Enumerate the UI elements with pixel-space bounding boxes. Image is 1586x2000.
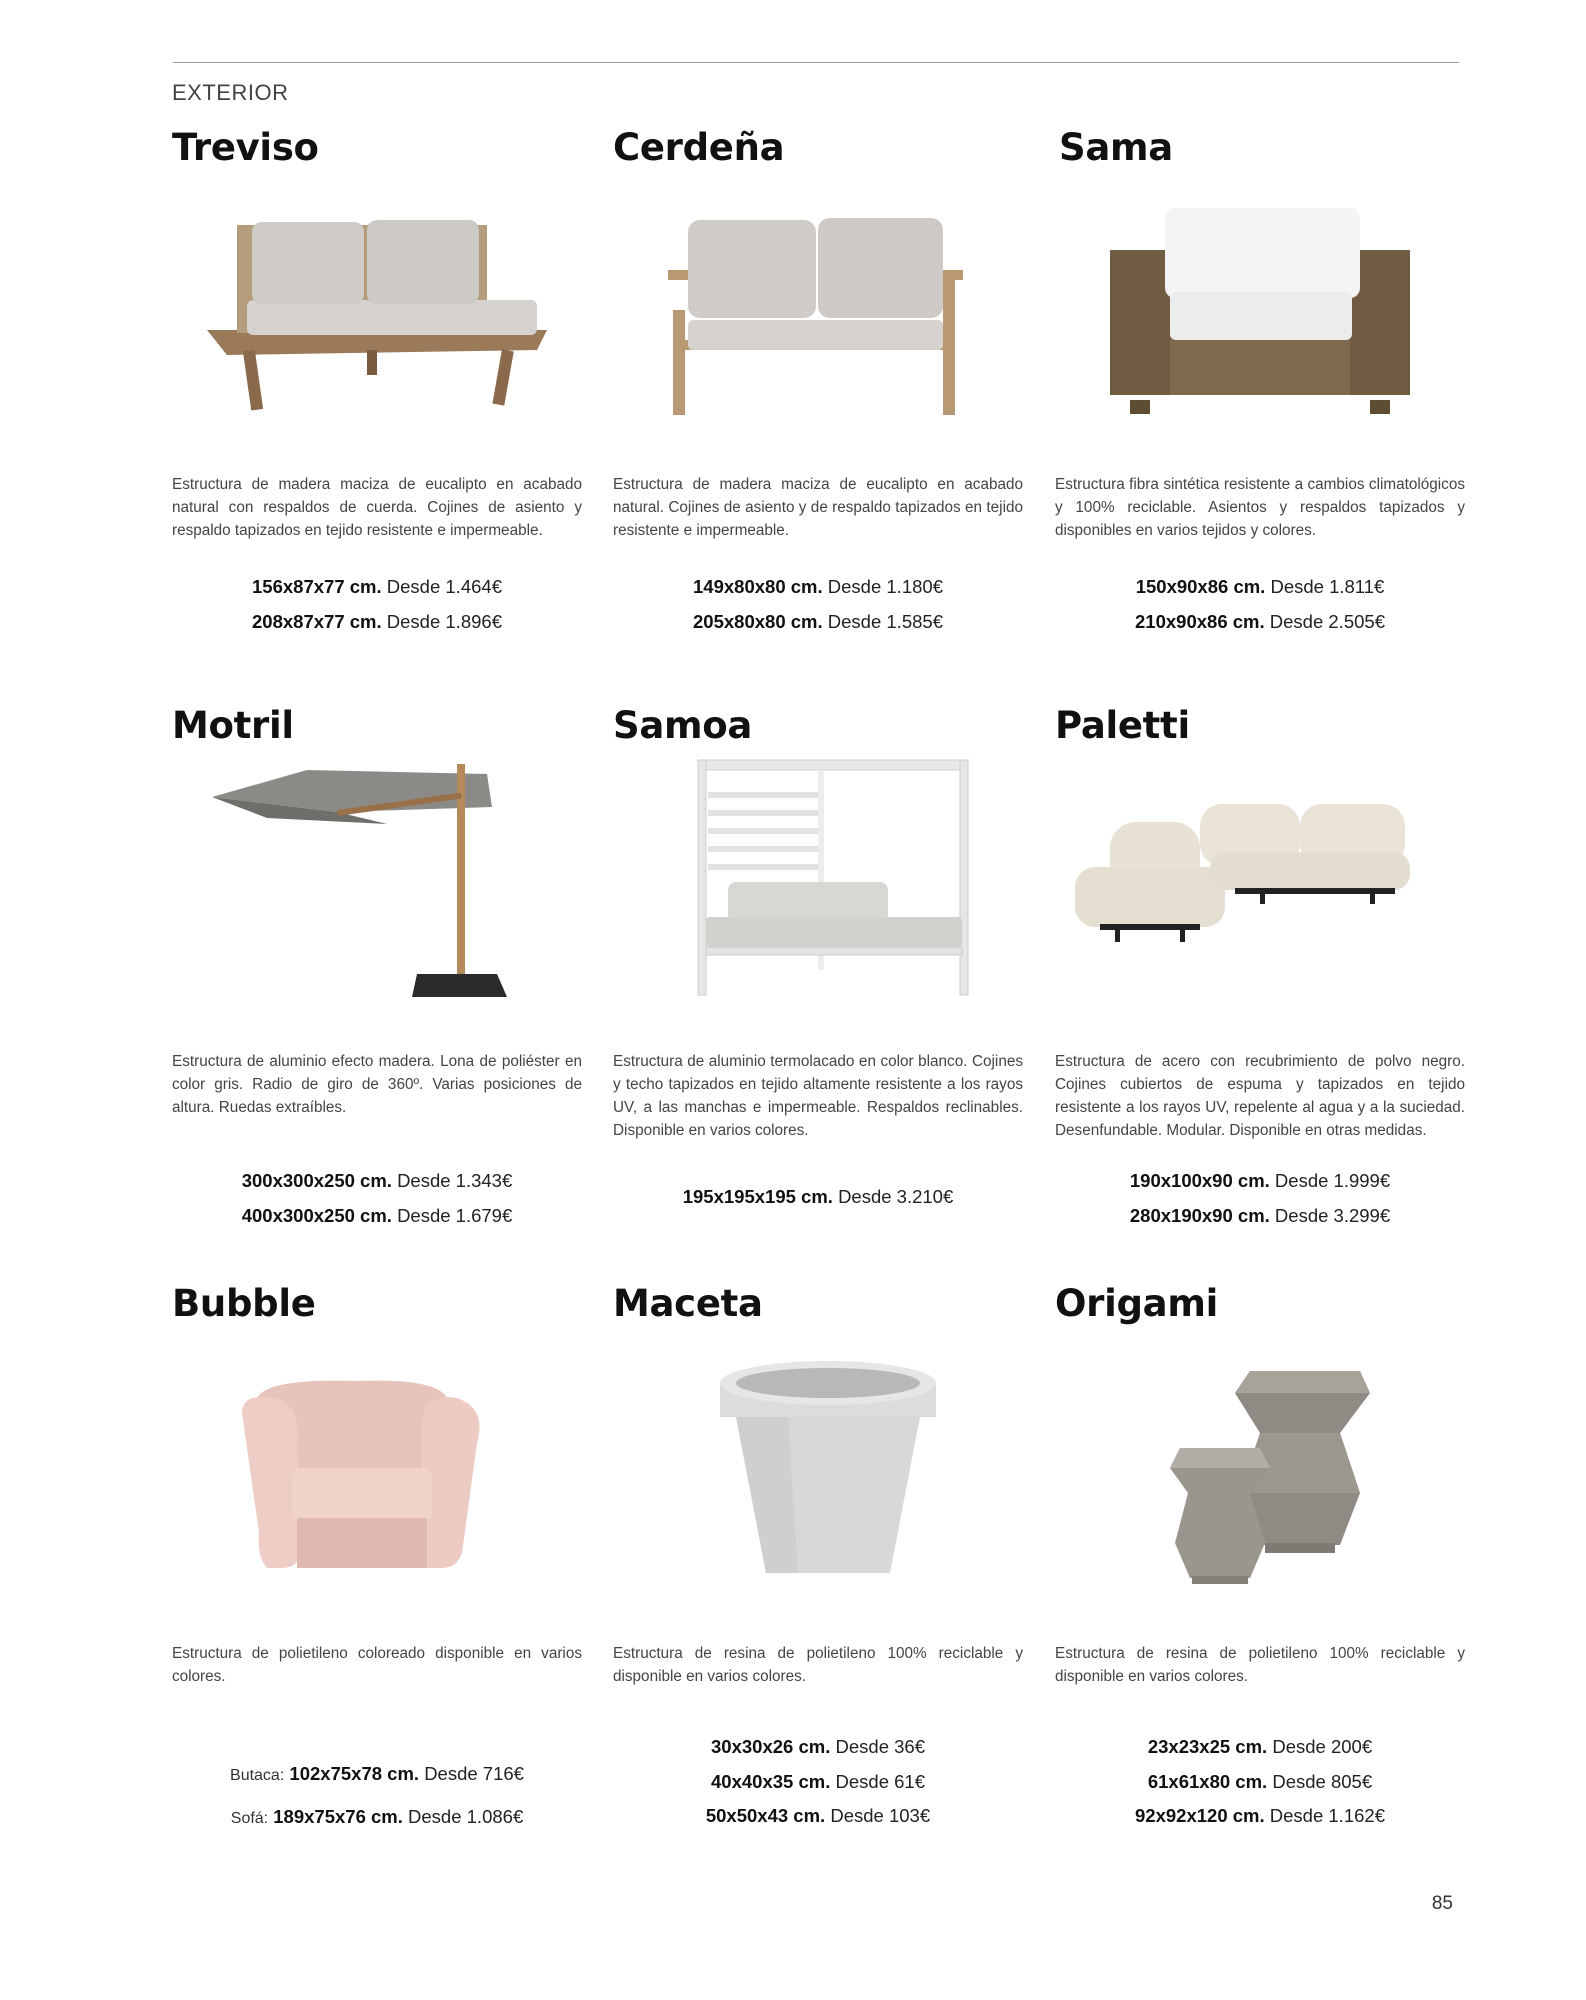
product-title: Paletti xyxy=(1055,704,1190,747)
price-list xyxy=(172,1164,582,1233)
dimensions: 300x300x250 cm. xyxy=(241,1170,392,1191)
product-card-paletti xyxy=(1055,704,1465,1244)
product-description: Estructura de polietileno coloreado disponible en varios colores. xyxy=(172,1645,582,1685)
planter-pot-icon xyxy=(613,1358,1023,1588)
price-row xyxy=(1055,605,1465,640)
product-title: Treviso xyxy=(172,126,319,169)
price: Desde 2.505€ xyxy=(1269,610,1385,632)
sofa-wicker-icon xyxy=(1055,200,1465,430)
price-row xyxy=(1055,570,1465,605)
page-number: 85 xyxy=(1431,1893,1453,1914)
price-row xyxy=(613,1765,1023,1800)
sofa-wood-frame-icon xyxy=(613,200,1023,430)
price-list xyxy=(1055,1164,1465,1233)
price-prefix: Sofá: xyxy=(230,1810,269,1827)
price: Desde 1.679€ xyxy=(397,1204,513,1226)
price: Desde 103€ xyxy=(830,1805,931,1826)
price-row xyxy=(613,605,1023,640)
price: Desde 805€ xyxy=(1272,1770,1373,1792)
product-title: Sama xyxy=(1059,126,1173,169)
price: Desde 1.464€ xyxy=(386,576,502,597)
price-row xyxy=(1055,1199,1465,1234)
price: Desde 1.086€ xyxy=(408,1806,524,1827)
price: Desde 1.999€ xyxy=(1274,1170,1391,1191)
price-row xyxy=(1055,1730,1465,1765)
product-card-maceta xyxy=(613,1282,1023,1862)
product-title: Bubble xyxy=(172,1282,316,1325)
product-card-bubble xyxy=(172,1282,582,1862)
dimensions: 189x75x76 cm. xyxy=(273,1806,403,1827)
dimensions: 61x61x80 cm. xyxy=(1147,1770,1268,1792)
dimensions: 280x190x90 cm. xyxy=(1129,1204,1270,1226)
price-prefix: Butaca: xyxy=(230,1767,285,1784)
product-description: Estructura de resina de polietileno 100% reciclable y disponible en varios colores. xyxy=(613,1645,1023,1685)
dimensions: 92x92x120 cm. xyxy=(1135,1805,1265,1826)
product-card-samoa xyxy=(613,704,1023,1244)
price-row xyxy=(613,1180,1023,1215)
price: Desde 1.811€ xyxy=(1270,576,1385,597)
section-label: EXTERIOR xyxy=(172,80,289,105)
price: Desde 1.162€ xyxy=(1269,1805,1385,1826)
price-row xyxy=(172,570,582,605)
dimensions: 195x195x195 cm. xyxy=(682,1186,833,1207)
price: Desde 1.180€ xyxy=(827,576,943,597)
price-row xyxy=(1055,1164,1465,1199)
product-title: Samoa xyxy=(613,704,753,747)
dimensions: 149x80x80 cm. xyxy=(693,576,823,597)
product-title: Origami xyxy=(1055,1282,1218,1325)
price: Desde 1.896€ xyxy=(386,610,502,632)
price-row xyxy=(172,1164,582,1199)
product-title: Cerdeña xyxy=(613,126,785,169)
armchair-pink-icon xyxy=(172,1358,582,1588)
dimensions: 40x40x35 cm. xyxy=(711,1770,831,1792)
product-description: Estructura de acero con recubrimiento de polvo negro. Cojines cubiertos de espuma y tapizados en tejido resistente a los rayos UV, repelente al agua y a la suciedad. Desenfundable. Modular. Disponible en otras medidas. xyxy=(1055,1053,1465,1139)
price: Desde 36€ xyxy=(835,1736,925,1757)
price-row xyxy=(613,1799,1023,1834)
dimensions: 210x90x86 cm. xyxy=(1135,610,1265,632)
price: Desde 1.585€ xyxy=(827,610,943,632)
dimensions: 205x80x80 cm. xyxy=(693,610,823,632)
product-description: Estructura de madera maciza de eucalipto en acabado natural. Cojines de asiento y de respaldo tapizados en tejido resistente e impermeable. xyxy=(613,476,1023,539)
price-row xyxy=(172,1753,582,1796)
dimensions: 23x23x25 cm. xyxy=(1147,1736,1268,1757)
header-rule xyxy=(173,62,1459,63)
price-row xyxy=(172,1796,582,1839)
price-row xyxy=(172,605,582,640)
price-row xyxy=(1055,1799,1465,1834)
product-description: Estructura de aluminio efecto madera. Lona de poliéster en color gris. Radio de giro de 360º. Varias posiciones de altura. Ruedas extraíbles. xyxy=(172,1053,582,1116)
dimensions: 156x87x77 cm. xyxy=(252,576,382,597)
product-card-origami xyxy=(1055,1282,1465,1862)
dimensions: 400x300x250 cm. xyxy=(241,1204,392,1226)
price-list xyxy=(1055,1730,1465,1834)
price-list xyxy=(1055,570,1465,639)
product-title: Motril xyxy=(172,704,294,747)
dimensions: 190x100x90 cm. xyxy=(1129,1170,1270,1191)
price-list xyxy=(613,1730,1023,1834)
price-list xyxy=(613,1180,1023,1215)
price-list xyxy=(613,570,1023,639)
dimensions: 208x87x77 cm. xyxy=(252,610,382,632)
faceted-planters-icon xyxy=(1055,1358,1465,1588)
product-description: Estructura de madera maciza de eucalipto en acabado natural con respaldos de cuerda. Cojines de asiento y respaldo tapizados en tejido resistente e impermeable. xyxy=(172,476,582,539)
price-list xyxy=(172,1753,582,1839)
product-card-treviso xyxy=(172,126,582,646)
price: Desde 1.343€ xyxy=(397,1170,513,1191)
cantilever-umbrella-icon xyxy=(172,762,582,992)
product-description: Estructura fibra sintética resistente a cambios climatológicos y 100% reciclable. Asientos y respaldos tapizados y disponibles en varios tejidos y colores. xyxy=(1055,476,1465,539)
product-card-sama xyxy=(1055,126,1465,646)
product-card-motril xyxy=(172,704,582,1244)
price-list xyxy=(172,570,582,639)
product-description: Estructura de aluminio termolacado en color blanco. Cojines y techo tapizados en tejido altamente resistente a los rayos UV, a las manchas e impermeable. Respaldos reclinables. Disponible en varios colores. xyxy=(613,1053,1023,1139)
price-row xyxy=(172,1199,582,1234)
product-description: Estructura de resina de polietileno 100% reciclable y disponible en varios colores. xyxy=(1055,1645,1465,1685)
product-card-cerdena xyxy=(613,126,1023,646)
price: Desde 3.210€ xyxy=(838,1186,954,1207)
sofa-wood-rope-icon xyxy=(172,200,582,430)
dimensions: 50x50x43 cm. xyxy=(705,1805,826,1826)
price: Desde 716€ xyxy=(424,1763,524,1784)
dimensions: 30x30x26 cm. xyxy=(711,1736,831,1757)
price-row xyxy=(1055,1765,1465,1800)
dimensions: 150x90x86 cm. xyxy=(1135,576,1266,597)
daybed-canopy-icon xyxy=(613,762,1023,992)
modular-corner-sofa-icon xyxy=(1055,762,1465,992)
price-row xyxy=(613,570,1023,605)
price: Desde 200€ xyxy=(1272,1736,1373,1757)
dimensions: 102x75x78 cm. xyxy=(289,1763,420,1784)
price: Desde 3.299€ xyxy=(1274,1204,1391,1226)
price-row xyxy=(613,1730,1023,1765)
product-title: Maceta xyxy=(613,1282,763,1325)
price: Desde 61€ xyxy=(835,1770,925,1792)
